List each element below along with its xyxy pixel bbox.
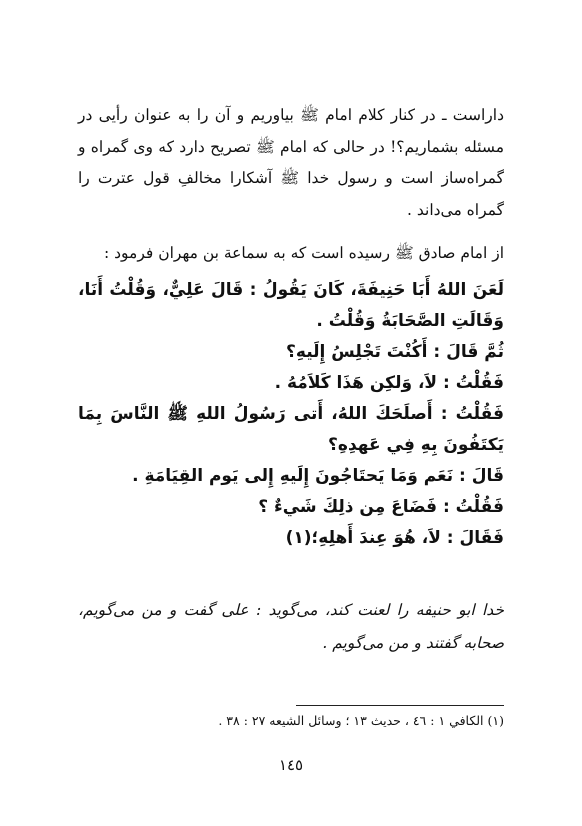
hadith-line: يَكتَفُونَ بِهِ فِي عَهدِهِ؟ (328, 435, 504, 455)
hadith-line: لَعَنَ اللهُ أَبَا حَنِيفَةَ، كَانَ يَقُولُ : قَالَ عَلِيٌّ، وَقُلْتُ أَنَا، (78, 280, 504, 300)
hadith-line: فَقُلْتُ : أَصلَحَكَ اللهُ، أَتى رَسُولُ اللهِ ﷺ النَّاسَ بِمَا (78, 404, 504, 424)
narration-intro: از امام صادق ﷺ رسیده است که به سماعة بن مهران فرمود : (103, 244, 504, 262)
persian-translation: خدا ابو حنیفه را لعنت کند، می‌گوید : علی گفت و من می‌گویم، صحابه گفتند و من می‌گویم . (78, 601, 504, 652)
footnote: (١) الكافي ١ : ٤٦ ، حديث ١٣ ؛ وسائل الشيعه ٢٧ : ٣٨ . (218, 713, 504, 728)
page-number: ١٤٥ (278, 756, 304, 774)
hadith-line: ثُمَّ قَالَ : أَكُنْتَ تَجْلِسُ إِلَيهِ؟ (286, 342, 504, 362)
hadith-line: قَالَ : نَعَم وَمَا يَحتَاجُونَ إِلَيهِ إِلى يَوم القِيَامَةِ . (132, 466, 504, 486)
hadith-line: فَقَالَ : لاَ، هُوَ عِندَ أَهلِهِ؛(١) (285, 528, 504, 548)
arabic-hadith (78, 275, 504, 554)
hadith-line: وَقَالَتِ الصَّحَابَةُ وَقُلْتُ . (316, 311, 504, 331)
hadith-line: فَقُلْتُ : فَضَاعَ مِن ذلِكَ شَيءٌ ؟ (258, 497, 504, 517)
hadith-line: فَقُلْتُ : لاَ، وَلكِن هَذَا كَلاَمُهُ . (274, 373, 504, 393)
footnote-divider (296, 705, 504, 706)
body-paragraph: داراست ـ در کنار کلام امام ﷺ بیاوریم و آن را به عنوان رأیی در مسئله بشماریم؟! در حالی که امام ﷺ تصریح دارد که وی گمراه و گمراه‌ساز است و رسول خدا ﷺ آشکارا مخالفِ قول عترت را گمراه می‌داند . (78, 106, 504, 219)
